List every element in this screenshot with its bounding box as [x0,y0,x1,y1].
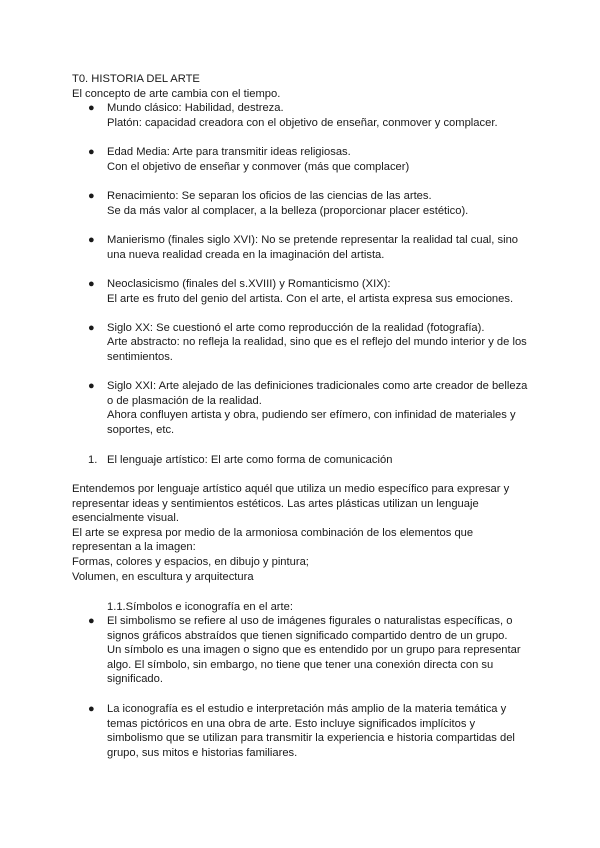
body-text: representar ideas y sentimientos estéticos. Las artes plásticas utilizan un lenguaje [72,497,479,510]
bullet-icon: ● [88,146,95,158]
section-heading: 1. El lenguaje artístico: El arte como forma de comunicación [88,454,393,466]
list-item: ● Mundo clásico: Habilidad, destreza. Platón: capacidad creadora con el objetivo de enseñar, conmover y complacer. [88,102,498,129]
list-item: ● Neoclasicismo (finales del s.XVIII) y Romanticismo (XIX): El arte es fruto del genio del artista. Con el arte, el artista expresa sus emociones. [88,278,514,305]
page-title: T0. HISTORIA DEL ARTE [72,73,200,85]
list-item: ● El simbolismo se refiere al uso de imágenes figurales o naturalistas específicas, o signos gráficos abstraídos que tienen significado compartido dentro de un grupo. Un símbolo es una imagen o signo que es entendido por un grupo para representar algo. El símbolo, sin embargo, no tiene que tener una conexión directa con su significado. [88,615,521,686]
list-item: ● Siglo XXI: Arte alejado de las definiciones tradicionales como arte creador de belleza o de plasmación de la realidad. Ahora confluyen artista y obra, pudiendo ser efímero, con infinidad de materiales y soportes, etc. [88,380,528,436]
list-item: ● Siglo XX: Se cuestionó el arte como reproducción de la realidad (fotografía). Arte abstracto: no refleja la realidad, sino que es el reflejo del mundo interior y de los sentimientos. [88,321,527,363]
list-item: ● Manierismo (finales siglo XVI): No se pretende representar la realidad tal cual, sino una nueva realidad creada en la imaginación del artista. [88,234,519,261]
bullet-icon: ● [88,278,95,290]
body-text: representan a la imagen: [72,541,196,554]
bullet-icon: ● [88,380,95,392]
body-text: Entendemos por lenguaje artístico aquél que utiliza un medio específico para expresar y [72,483,510,495]
bullet-icon: ● [88,321,95,334]
bullet-icon: ● [88,234,95,246]
intro-text: El concepto de arte cambia con el tiempo. [72,87,281,100]
list-item: ● La iconografía es el estudio e interpretación más amplio de la materia temática y temas pictóricos en una obra de arte. Esto incluye significados implícitos y simbolismo que se utilizan para transmitir la experiencia e historia compartidas del grupo, sus mitos e historias familiares. [88,703,515,759]
list-item: ● Renacimiento: Se separan los oficios de las ciencias de las artes. Se da más valor al complacer, a la belleza (proporcionar placer estético). [88,190,469,217]
bullet-icon: ● [88,703,95,715]
body-text: Formas, colores y espacios, en dibujo y pintura; [72,556,309,568]
list-item: ● Edad Media: Arte para transmitir ideas religiosas. Con el objetivo de enseñar y conmover (más que complacer) [88,146,410,173]
bullet-icon: ● [88,615,95,627]
body-text: esencialmente visual. [72,512,179,525]
bullet-icon: ● [88,102,95,115]
bullet-icon: ● [88,190,95,202]
body-text: El arte se expresa por medio de la armoniosa combinación de los elementos que [72,526,474,539]
subsection-heading: 1.1.Símbolos e iconografía en el arte: [107,600,293,613]
body-text: Volumen, en escultura y arquitectura [72,570,254,583]
